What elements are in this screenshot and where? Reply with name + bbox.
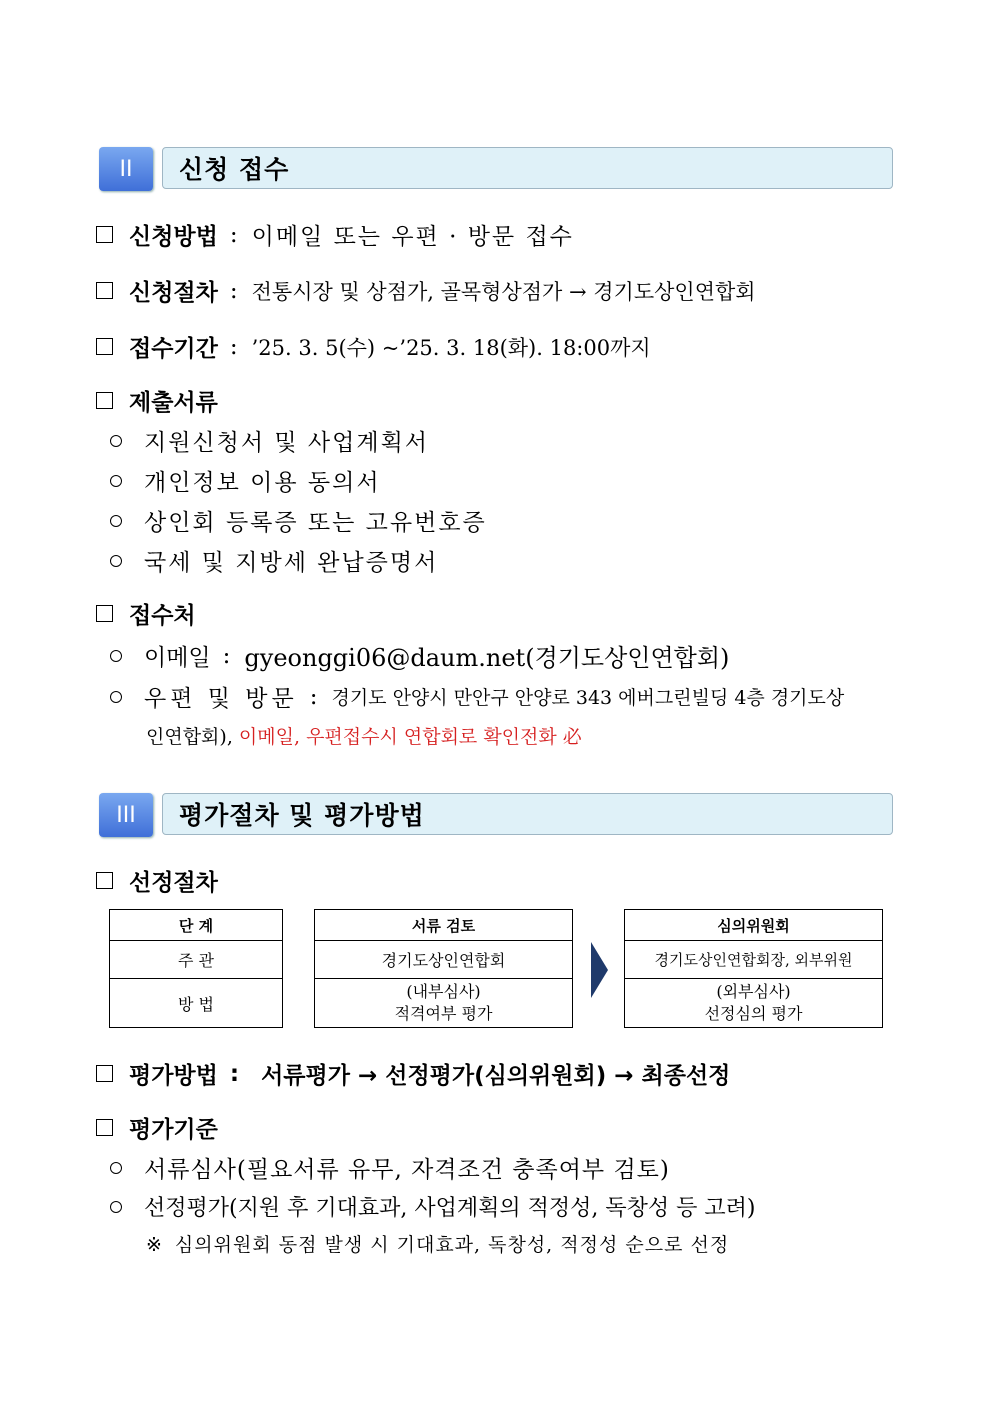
- circle-bullet-icon: [110, 435, 122, 447]
- circle-bullet-icon: [110, 691, 122, 703]
- tie-break-note: ※ 심의위원회 동점 발생 시 기대효과, 독창성, 적정성 순으로 선정: [146, 1234, 730, 1256]
- list-item: 개인정보 이용 동의서: [110, 464, 381, 497]
- checkbox-square-icon: [96, 1065, 113, 1082]
- list-item: 지원신청서 및 사업계획서: [110, 424, 429, 457]
- checkbox-square-icon: [96, 872, 113, 889]
- selection-heading: 선정절차: [96, 864, 218, 897]
- section-title: 평가절차 및 평가방법: [162, 793, 893, 835]
- application-period: 접수기간 : ’25. 3. 5(수) ~’25. 3. 18(화). 18:00까지: [96, 330, 651, 363]
- confirmation-notice: 이메일, 우편접수시 연합회로 확인전화 必: [238, 726, 582, 748]
- list-item: 선정평가(지원 후 기대효과, 사업계획의 적정성, 독창성 등 고려): [110, 1191, 755, 1222]
- checkbox-square-icon: [96, 605, 113, 622]
- checkbox-square-icon: [96, 1119, 113, 1136]
- reception-post: 우편 및 방문 : 경기도 안양시 만안구 안양로 343 에버그린빌딩 4층 경기도상: [110, 680, 844, 713]
- section-number-badge: III: [99, 793, 153, 837]
- list-item: 국세 및 지방세 완납증명서: [110, 544, 438, 577]
- section-title: 신청 접수: [162, 147, 893, 189]
- stage-label-table: 단 계 주 관 방 법: [109, 909, 283, 1028]
- criteria-heading: 평가기준: [96, 1111, 218, 1144]
- reception-email: 이메일 : gyeonggi06@daum.net(경기도상인연합회): [110, 638, 729, 673]
- reception-post-continued: 인연합회), 이메일, 우편접수시 연합회로 확인전화 必: [146, 726, 582, 748]
- checkbox-square-icon: [96, 226, 113, 243]
- circle-bullet-icon: [110, 650, 122, 662]
- checkbox-square-icon: [96, 338, 113, 355]
- circle-bullet-icon: [110, 515, 122, 527]
- evaluation-method: 평가방법 : 서류평가 → 선정평가(심의위원회) → 최종선정: [96, 1057, 730, 1090]
- list-item: 상인회 등록증 또는 고유번호증: [110, 504, 487, 537]
- list-item: 서류심사(필요서류 유무, 자격조건 충족여부 검토): [110, 1151, 670, 1184]
- stage-document-review: 서류 검토 경기도상인연합회 (내부심사) 적격여부 평가: [314, 909, 573, 1028]
- reception-heading: 접수처: [96, 597, 196, 630]
- circle-bullet-icon: [110, 475, 122, 487]
- triangle-arrow-icon: [591, 942, 608, 998]
- documents-heading: 제출서류: [96, 384, 218, 417]
- circle-bullet-icon: [110, 1162, 122, 1174]
- application-procedure: 신청절차 : 전통시장 및 상점가, 골목형상점가 → 경기도상인연합회: [96, 274, 756, 307]
- checkbox-square-icon: [96, 282, 113, 299]
- application-method: 신청방법 : 이메일 또는 우편 · 방문 접수: [96, 218, 574, 251]
- checkbox-square-icon: [96, 392, 113, 409]
- circle-bullet-icon: [110, 1201, 122, 1213]
- circle-bullet-icon: [110, 555, 122, 567]
- reference-mark-icon: ※: [146, 1234, 163, 1256]
- stage-committee: 심의위원회 경기도상인연합회장, 외부위원 (외부심사) 선정심의 평가: [624, 909, 883, 1028]
- section-number-badge: II: [99, 147, 153, 191]
